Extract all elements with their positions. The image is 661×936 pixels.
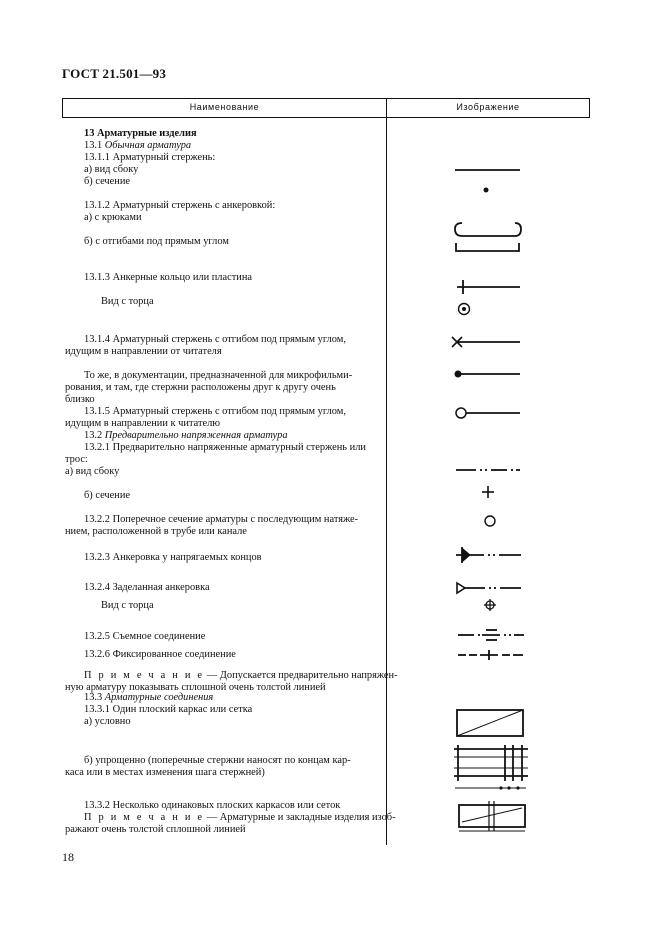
flat-frame-conventional-symbol xyxy=(457,710,523,736)
item-13-1-3: 13.1.3 Анкерные кольцо или пластина xyxy=(84,272,252,283)
note-text: — Допускается предварительно напряжен- xyxy=(204,670,398,681)
flat-frame-simplified-symbol xyxy=(454,745,528,790)
item-13-2-5: 13.2.5 Съемное соединение xyxy=(84,631,206,642)
item-13-1-1-a: а) вид сбоку xyxy=(84,164,139,175)
item-title: Арматурные соединения xyxy=(104,692,214,703)
item-13-3-1: 13.3.1 Один плоский каркас или сетка xyxy=(84,704,253,715)
item-13-1-5-line2: идущим в направлении к читателю xyxy=(65,418,221,429)
same-note-line3: близко xyxy=(65,394,95,405)
item-13-1-5-line1: 13.1.5 Арматурный стержень с отгибом под прямым углом, xyxy=(84,406,346,417)
rebar-hooks-symbol xyxy=(455,223,521,236)
section-13-heading: 13 Арматурные изделия xyxy=(84,128,197,139)
removable-joint-symbol xyxy=(458,630,524,640)
fixed-joint-symbol xyxy=(458,650,523,660)
note-label: П р и м е ч а н и е xyxy=(84,812,205,823)
same-note-line2: рования, и там, где стержни расположены друг к другу очень xyxy=(65,382,336,393)
item-number: 13.3 xyxy=(84,692,103,703)
prestressed-section-symbol xyxy=(482,486,494,498)
item-13-2-2-line1: 13.2.2 Поперечное сечение арматуры с последующим натяже- xyxy=(84,514,359,525)
item-13-1-3-end-view: Вид с торца xyxy=(101,296,154,307)
item-13-2-6: 13.2.6 Фиксированное соединение xyxy=(84,649,236,660)
multiple-frames-symbol xyxy=(459,801,525,831)
item-13-1-4-line1: 13.1.4 Арматурный стержень с отгибом под прямым углом, xyxy=(84,334,346,345)
same-note-line1: То же, в документации, предназначенной для микрофильми- xyxy=(84,370,353,381)
item-number: 13.2 xyxy=(84,430,103,441)
item-13-3-1-a: а) условно xyxy=(84,716,131,727)
item-13-2-2-line2: нием, расположенной в трубе или канале xyxy=(65,526,247,537)
item-13-2-1-line1: 13.2.1 Предварительно напряженные арматурный стержень или xyxy=(84,442,366,453)
bend-toward-reader-symbol xyxy=(456,408,520,418)
embedded-anchorage-symbol xyxy=(457,583,521,593)
item-13-2-1-a: а) вид сбоку xyxy=(65,466,120,477)
note-1-line2: ную арматуру показывать сплошной очень толстой линией xyxy=(65,682,326,693)
document-title: ГОСТ 21.501—93 xyxy=(62,66,167,81)
item-13-1-1-b: б) сечение xyxy=(84,176,131,187)
item-13-2-3: 13.2.3 Анкеровка у напрягаемых концов xyxy=(84,552,262,563)
column-header-image: Изображение xyxy=(456,102,520,112)
item-number: 13.1 xyxy=(84,140,103,151)
item-13-1-4-line2: идущим в направлении от читателя xyxy=(65,346,222,357)
item-13-2-4-end-view: Вид с торца xyxy=(101,600,154,611)
note-label: П р и м е ч а н и е xyxy=(84,670,205,681)
item-13-1-2: 13.1.2 Арматурный стержень с анкеровкой: xyxy=(84,200,276,211)
item-13-1-1: 13.1.1 Арматурный стержень: xyxy=(84,152,216,163)
item-13-2-1-line2: трос: xyxy=(65,454,88,465)
note-2-line2: ражают очень толстой сплошной линией xyxy=(65,824,246,835)
note-text: — Арматурные и закладные изделия изоб- xyxy=(204,812,396,823)
column-header-name: Наименование xyxy=(189,102,260,112)
bend-away-from-reader-symbol xyxy=(452,337,520,347)
item-13-3-1-b-line1: б) упрощенно (поперечные стержни наносят по концам кар- xyxy=(84,755,351,766)
page-number: 18 xyxy=(62,850,74,864)
item-13-3-1-b-line2: каса или в местах изменения шага стержней) xyxy=(65,767,265,778)
anchor-end-view-symbol xyxy=(459,304,470,315)
item-title: Обычная арматура xyxy=(104,140,192,151)
rebar-section-symbol xyxy=(484,188,489,193)
item-13-1-2-a: а) с крюками xyxy=(84,212,142,223)
item-13-2-4: 13.2.4 Заделанная анкеровка xyxy=(84,582,210,593)
item-13-2-1-b: б) сечение xyxy=(84,490,131,501)
item-13-3-2: 13.3.2 Несколько одинаковых плоских каркасов или сеток xyxy=(84,800,341,811)
rebar-right-angle-bends-symbol xyxy=(456,243,519,251)
item-13-1-2-b: б) с отгибами под прямым углом xyxy=(84,236,229,247)
anchor-plate-symbol xyxy=(457,280,520,294)
tensioned-end-anchorage-symbol xyxy=(456,547,521,563)
embedded-anchorage-end-view-symbol xyxy=(484,599,496,611)
item-title: Предварительно напряженная арматура xyxy=(104,430,288,441)
tube-section-symbol xyxy=(485,516,495,526)
bend-microfilm-symbol xyxy=(455,371,521,378)
